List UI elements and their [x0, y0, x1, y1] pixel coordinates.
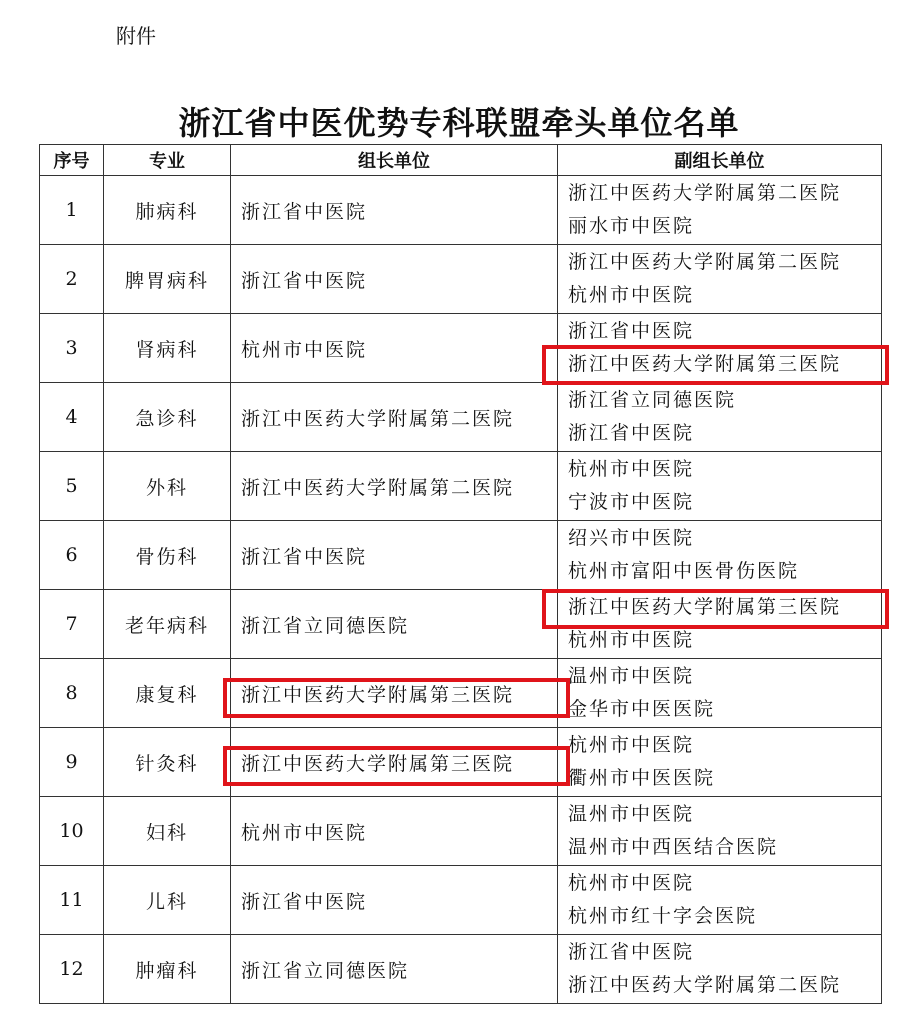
deputy-unit-1: 浙江中医药大学附属第三医院	[568, 596, 842, 618]
header-no: 序号	[40, 145, 104, 176]
row-number: 4	[40, 383, 104, 452]
table-row	[40, 176, 882, 245]
deputy-unit-1: 浙江中医药大学附属第二医院	[568, 251, 842, 273]
document-title: 浙江省中医优势专科联盟牵头单位名单	[178, 104, 740, 142]
row-specialty: 骨伤科	[104, 521, 231, 590]
deputy-unit-1: 浙江中医药大学附属第二医院	[568, 182, 842, 204]
deputy-unit-1: 浙江省中医院	[568, 320, 695, 342]
deputy-unit-2: 杭州市富阳中医骨伤医院	[568, 560, 800, 582]
deputy-unit-1: 绍兴市中医院	[568, 527, 695, 549]
row-number: 2	[40, 245, 104, 314]
attachment-label: 附件	[116, 24, 156, 48]
row-leader-unit: 浙江省立同德医院	[231, 590, 558, 659]
table-row	[40, 452, 882, 521]
deputy-unit-2: 衢州市中医医院	[568, 767, 716, 789]
row-deputy-units	[558, 245, 882, 314]
row-leader-unit: 浙江省中医院	[231, 245, 558, 314]
header-leader: 组长单位	[231, 145, 558, 176]
deputy-unit-2: 杭州市红十字会医院	[568, 905, 758, 927]
row-number: 11	[40, 866, 104, 935]
row-specialty: 肿瘤科	[104, 935, 231, 1004]
row-deputy-units	[558, 797, 882, 866]
row-leader-unit: 杭州市中医院	[231, 797, 558, 866]
header-deputy: 副组长单位	[558, 145, 882, 176]
row-leader-unit: 浙江中医药大学附属第三医院	[231, 659, 558, 728]
row-specialty: 针灸科	[104, 728, 231, 797]
header-specialty: 专业	[104, 145, 231, 176]
row-number: 12	[40, 935, 104, 1004]
row-deputy-units	[558, 521, 882, 590]
highlight-box-row7-deputy	[542, 589, 889, 629]
row-specialty: 康复科	[104, 659, 231, 728]
row-specialty: 老年病科	[104, 590, 231, 659]
row-deputy-units	[558, 659, 882, 728]
row-deputy-units	[558, 728, 882, 797]
row-number: 5	[40, 452, 104, 521]
highlight-box-row3-deputy	[542, 345, 889, 385]
table-row	[40, 866, 882, 935]
deputy-unit-2: 金华市中医医院	[568, 698, 716, 720]
highlight-box-row9-leader	[223, 746, 570, 786]
table-row	[40, 521, 882, 590]
row-leader-unit: 浙江省中医院	[231, 866, 558, 935]
row-number: 10	[40, 797, 104, 866]
row-deputy-units	[558, 176, 882, 245]
row-leader-unit: 浙江中医药大学附属第二医院	[231, 383, 558, 452]
row-specialty: 儿科	[104, 866, 231, 935]
deputy-unit-1: 杭州市中医院	[568, 458, 695, 480]
deputy-unit-2: 浙江中医药大学附属第二医院	[568, 974, 842, 996]
highlight-box-row8-leader	[223, 678, 570, 718]
deputy-unit-2: 浙江省中医院	[568, 422, 695, 444]
table-header-row	[40, 145, 882, 176]
row-deputy-units	[558, 383, 882, 452]
deputy-unit-1: 杭州市中医院	[568, 872, 695, 894]
deputy-unit-1: 温州市中医院	[568, 665, 695, 687]
row-specialty: 妇科	[104, 797, 231, 866]
row-number: 6	[40, 521, 104, 590]
row-number: 7	[40, 590, 104, 659]
deputy-unit-1: 温州市中医院	[568, 803, 695, 825]
row-leader-unit: 杭州市中医院	[231, 314, 558, 383]
deputy-unit-1: 杭州市中医院	[568, 734, 695, 756]
deputy-unit-2: 浙江中医药大学附属第三医院	[568, 353, 842, 375]
deputy-unit-1: 浙江省中医院	[568, 941, 695, 963]
deputy-unit-2: 杭州市中医院	[568, 284, 695, 306]
row-deputy-units	[558, 866, 882, 935]
row-leader-unit: 浙江省立同德医院	[231, 935, 558, 1004]
row-number: 1	[40, 176, 104, 245]
table-row	[40, 797, 882, 866]
alliance-table	[39, 144, 882, 1004]
row-deputy-units	[558, 452, 882, 521]
deputy-unit-2: 温州市中西医结合医院	[568, 836, 779, 858]
deputy-unit-2: 杭州市中医院	[568, 629, 695, 651]
row-specialty: 外科	[104, 452, 231, 521]
row-leader-unit: 浙江中医药大学附属第三医院	[231, 728, 558, 797]
row-leader-unit: 浙江省中医院	[231, 176, 558, 245]
row-leader-unit: 浙江中医药大学附属第二医院	[231, 452, 558, 521]
row-number: 3	[40, 314, 104, 383]
row-leader-unit: 浙江省中医院	[231, 521, 558, 590]
deputy-unit-1: 浙江省立同德医院	[568, 389, 737, 411]
row-number: 9	[40, 728, 104, 797]
deputy-unit-2: 宁波市中医院	[568, 491, 695, 513]
row-deputy-units	[558, 935, 882, 1004]
row-specialty: 脾胃病科	[104, 245, 231, 314]
table-row	[40, 383, 882, 452]
table-row	[40, 935, 882, 1004]
table-row	[40, 245, 882, 314]
row-specialty: 肾病科	[104, 314, 231, 383]
deputy-unit-2: 丽水市中医院	[568, 215, 695, 237]
row-specialty: 肺病科	[104, 176, 231, 245]
row-number: 8	[40, 659, 104, 728]
row-specialty: 急诊科	[104, 383, 231, 452]
